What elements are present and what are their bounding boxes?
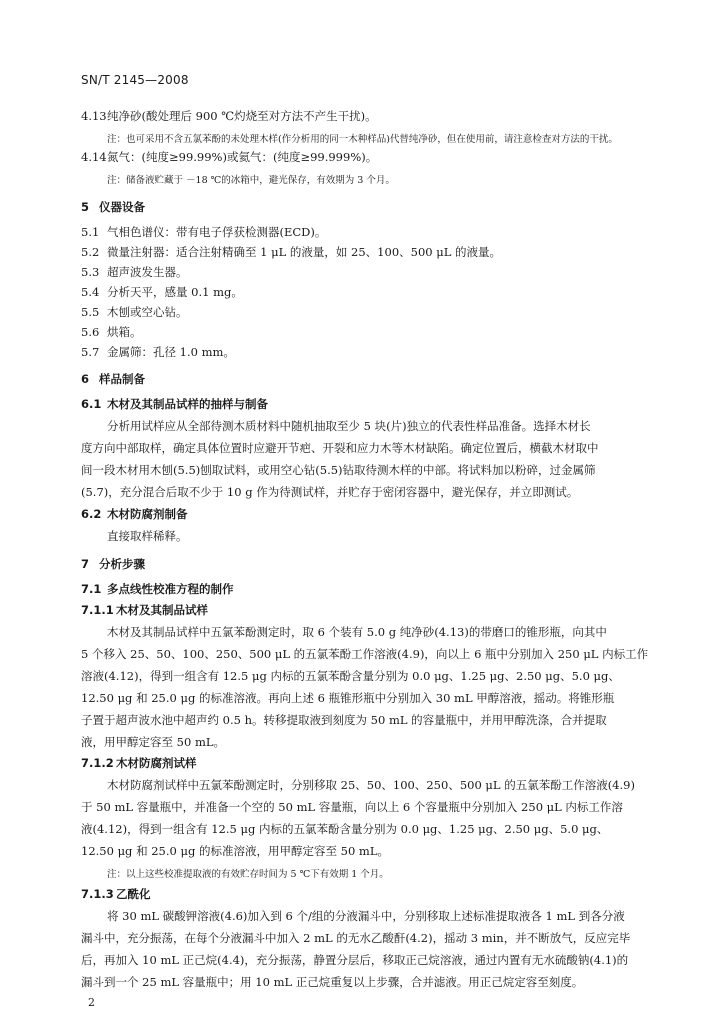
subsection-title: 多点线性校准方程的制作 (107, 582, 234, 596)
section-number: 5 (81, 200, 90, 214)
item-text: 氮气：(纯度≥99.99%)或氦气：(纯度≥99.999%)。 (107, 150, 378, 164)
paragraph-line: 木材防腐剂试样中五氯苯酚测定时，分别移取 25、50、100、250、500 μL 的五氯苯酚工作溶液(4.9) (107, 778, 635, 792)
item-text: 金属筛：孔径 1.0 mm。 (107, 345, 235, 359)
section-6-heading (81, 371, 145, 387)
paragraph-line: 液，用甲醇定容至 50 mL。 (81, 735, 225, 749)
paragraph-line: 漏斗到一个 25 mL 容量瓶中；用 10 mL 正己烷重复以上步骤，合并滤液。用正己烷定容至刻度。 (81, 975, 584, 989)
paragraph-line: 液(4.12)，得到一组含有 12.5 μg 内标的五氯苯酚含量分别为 0.0 μg、1.25 μg、2.50 μg、5.0 μg、 (81, 822, 609, 836)
paragraph-line: 漏斗中，充分振荡，在每个分液漏斗中加入 2 mL 的无水乙酸酐(4.2)，摇动 3 min，并不断放气，反应完毕 (81, 931, 631, 945)
item-text: 木刨或空心钻。 (107, 305, 188, 319)
item-number: 5.7 (81, 345, 100, 359)
item-text: 纯净砂(酸处理后 900 ℃灼烧至对方法不产生干扰)。 (107, 109, 377, 123)
item-5-7 (81, 344, 235, 360)
item-number: 4.14 (81, 150, 107, 164)
paragraph-line: 木材及其制品试样中五氯苯酚测定时，取 6 个装有 5.0 g 纯净砂(4.13)的带磨口的锥形瓶，向其中 (107, 625, 607, 639)
subsection-number: 6.2 (81, 507, 102, 521)
paragraph-line: 后，再加入 10 mL 正己烷(4.4)，充分振荡，静置分层后，移取正己烷溶液，通过内置有无水硫酸钠(4.1)的 (81, 953, 629, 967)
item-5-3 (81, 264, 188, 280)
section-7-heading (81, 556, 145, 572)
section-number: 6 (81, 372, 90, 386)
item-number: 4.13 (81, 109, 107, 123)
subsection-7-1-heading (81, 581, 234, 597)
item-text: 烘箱。 (107, 325, 142, 339)
item-text: 微量注射器：适合注射精确至 1 μL 的液量，如 25、100、500 μL 的液量。 (107, 245, 502, 259)
paragraph-line: 子置于超声波水池中超声约 0.5 h。转移提取液到刻度为 50 mL 的容量瓶中，并用甲醇洗涤，合并提取 (81, 713, 607, 727)
paragraph-line: 溶液(4.12)，得到一组含有 12.5 μg 内标的五氯苯酚含量分别为 0.0 μg、1.25 μg、2.50 μg、5.0 μg、 (81, 669, 620, 683)
subsection-7-1-1-heading (81, 602, 208, 618)
subsection-6-2-heading (81, 506, 188, 522)
item-number: 5.1 (81, 225, 100, 239)
paragraph-line: 于 50 mL 容量瓶中，并准备一个空的 50 mL 容量瓶，向以上 6 个容量瓶中分别加入 250 μL 内标工作溶 (81, 800, 623, 814)
paragraph-line: 分析用试样应从全部待测木质材料中随机抽取至少 5 块(片)独立的代表性样品准备。选择木材长 (107, 419, 591, 433)
note-4-14: 注：储备液贮藏于 －18 ℃的冰箱中，避光保存，有效期为 3 个月。 (107, 175, 395, 186)
subsection-7-1-3-heading (81, 886, 151, 902)
paragraph-line: (5.7)，充分混合后取不少于 10 g 作为待测试样，并贮存于密闭容器中，避光保存，并立即测试。 (81, 485, 579, 499)
paragraph-line: 12.50 μg 和 25.0 μg 的标准溶液。再向上述 6 瓶锥形瓶中分别加入 30 mL 甲醇溶液，摇动。将锥形瓶 (81, 691, 615, 705)
item-5-6 (81, 324, 142, 340)
paragraph-line: 度方向中部取样，确定具体位置时应避开节疤、开裂和应力木等木材缺陷。确定位置后，横截木材取中 (81, 441, 599, 455)
paragraph-line: 将 30 mL 碳酸钾溶液(4.6)加入到 6 个/组的分液漏斗中，分别移取上述标准提取液各 1 mL 到各分液 (107, 909, 625, 923)
document-code: SN/T 2145—2008 (81, 73, 189, 87)
note-7-1-2: 注：以上这些校准提取液的有效贮存时间为 5 ℃下有效期 1 个月。 (107, 869, 389, 880)
item-5-5 (81, 304, 188, 320)
section-title: 仪器设备 (99, 200, 145, 214)
subsection-7-1-2-heading (81, 755, 197, 771)
subsection-title: 木材防腐剂试样 (116, 756, 197, 770)
section-title: 分析步骤 (99, 557, 145, 571)
section-title: 样品制备 (99, 372, 145, 386)
paragraph-line: 5 个移入 25、50、100、250、500 μL 的五氯苯酚工作溶液(4.9)，向以上 6 瓶中分别加入 250 μL 内标工作 (81, 647, 649, 661)
section-number: 7 (81, 557, 90, 571)
item-4-13 (81, 108, 377, 124)
item-4-14 (81, 149, 377, 165)
page-number: 2 (88, 996, 95, 1009)
subsection-title: 木材及其制品试样 (116, 603, 208, 617)
subsection-number: 6.1 (81, 397, 102, 411)
item-text: 分析天平，感量 0.1 mg。 (107, 285, 243, 299)
subsection-number: 7.1.1 (81, 603, 114, 617)
paragraph-line: 间一段木材用木刨(5.5)刨取试料，或用空心钻(5.5)钻取待测木样的中部。将试料加以粉碎，过金属筛 (81, 463, 596, 477)
subsection-title: 木材及其制品试样的抽样与制备 (107, 397, 268, 411)
item-5-4 (81, 284, 243, 300)
subsection-number: 7.1 (81, 582, 102, 596)
paragraph-line: 直接取样稀释。 (107, 529, 188, 543)
item-number: 5.6 (81, 325, 100, 339)
section-5-heading (81, 199, 145, 215)
subsection-title: 乙酰化 (116, 887, 151, 901)
item-number: 5.3 (81, 265, 100, 279)
item-text: 超声波发生器。 (107, 265, 188, 279)
subsection-6-1-heading (81, 396, 268, 412)
item-number: 5.2 (81, 245, 100, 259)
item-number: 5.4 (81, 285, 100, 299)
item-number: 5.5 (81, 305, 100, 319)
item-5-1 (81, 224, 326, 240)
paragraph-line: 12.50 μg 和 25.0 μg 的标准溶液，用甲醇定容至 50 mL。 (81, 844, 389, 858)
note-4-13: 注：也可采用不含五氯苯酚的未处理木样(作分析用的同一木种样品)代替纯净砂，但在使用前，请注意检查对方法的干扰。 (107, 134, 618, 145)
subsection-title: 木材防腐剂制备 (107, 507, 188, 521)
item-text: 气相色谱仪：带有电子俘获检测器(ECD)。 (107, 225, 327, 239)
subsection-number: 7.1.2 (81, 756, 114, 770)
subsection-number: 7.1.3 (81, 887, 114, 901)
item-5-2 (81, 244, 501, 260)
